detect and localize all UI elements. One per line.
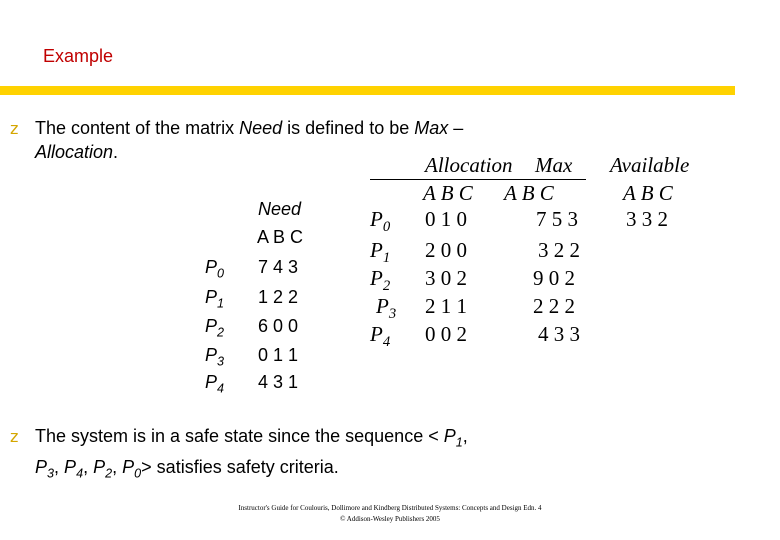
process-label: $P_0$	[370, 207, 391, 236]
bullet-text: –	[448, 118, 464, 138]
z-bullet-icon: z	[10, 427, 19, 446]
allocation-row-values: 0 0 2	[425, 322, 467, 346]
sequence-item: $P_1$	[443, 426, 463, 450]
available-values: 3 3 2	[626, 207, 668, 231]
process-label: $P_0$	[205, 257, 225, 281]
need-row-values: 4 3 1	[258, 372, 299, 392]
process-label: $P_1$	[205, 287, 225, 311]
need-row-values: 0 1 1	[258, 345, 299, 365]
process-label: $P_1$	[370, 238, 391, 267]
process-label: $P_2$	[370, 266, 391, 295]
allocation-row-values: 3 0 2	[425, 266, 467, 290]
bullet-safe-state: The system is in a safe state since the sequence < $P_1$, $P_3$, $P_4$, $P_2$, $P_0>$ satisfies safety criteria.	[35, 426, 468, 481]
bullet-text: > satisfies safety criteria.	[141, 456, 339, 477]
footer-line: Instructor's Guide for Coulouris, Dollimore and Kindberg Distributed Systems: Concepts and Design Edn. 4	[238, 504, 542, 512]
process-label: $P_4$	[370, 322, 391, 351]
header-underline	[370, 179, 586, 180]
need-row-values: 7 4 3	[258, 257, 299, 277]
allocation-header: Allocation	[425, 153, 513, 177]
footer	[0, 503, 780, 525]
bullet-text: The content of the matrix	[35, 118, 240, 138]
max-columns: A B C	[504, 181, 554, 205]
max-row-values: 9 0 2	[533, 266, 575, 290]
max-term: Max	[414, 118, 449, 138]
allocation-row-values: 0 1 0	[425, 207, 467, 231]
need-row-values: 1 2 2	[258, 287, 299, 307]
allocation-row-values: 2 0 0	[425, 238, 467, 262]
max-row-values: 7 5 3	[536, 207, 578, 231]
footer-line: © Addison-Wesley Publishers 2005	[340, 515, 440, 523]
bullet-text: is defined to be	[282, 118, 415, 138]
process-label: $P_3$	[376, 294, 397, 323]
bullet-text: The system is in a safe state since the sequence <	[35, 426, 439, 446]
max-row-values: 3 2 2	[538, 238, 580, 262]
need-columns: A B C	[257, 227, 304, 247]
sequence-item: $P_4$	[64, 456, 84, 481]
bullet-text: .	[113, 142, 119, 162]
sequence-item: $P_0$	[122, 456, 142, 481]
allocation-columns: A B C	[423, 181, 473, 205]
allocation-term: Allocation	[35, 142, 114, 162]
z-bullet-icon: z	[10, 119, 19, 138]
allocation-row-values: 2 1 1	[425, 294, 467, 318]
process-label: $P_3$	[205, 345, 225, 369]
available-header: Available	[610, 153, 690, 177]
sequence-item: $P_3$	[35, 456, 55, 481]
max-row-values: 4 3 3	[538, 322, 580, 346]
max-header: Max	[535, 153, 573, 177]
need-row-values: 6 0 0	[258, 316, 299, 336]
sequence-item: $P_2$	[93, 456, 113, 481]
need-header: Need	[258, 199, 302, 219]
process-label: $P_2$	[205, 316, 225, 340]
available-columns: A B C	[623, 181, 673, 205]
need-term: Need	[239, 118, 283, 138]
process-label: $P_4$	[205, 372, 225, 396]
slide-title: Example	[43, 46, 114, 66]
max-row-values: 2 2 2	[533, 294, 575, 318]
